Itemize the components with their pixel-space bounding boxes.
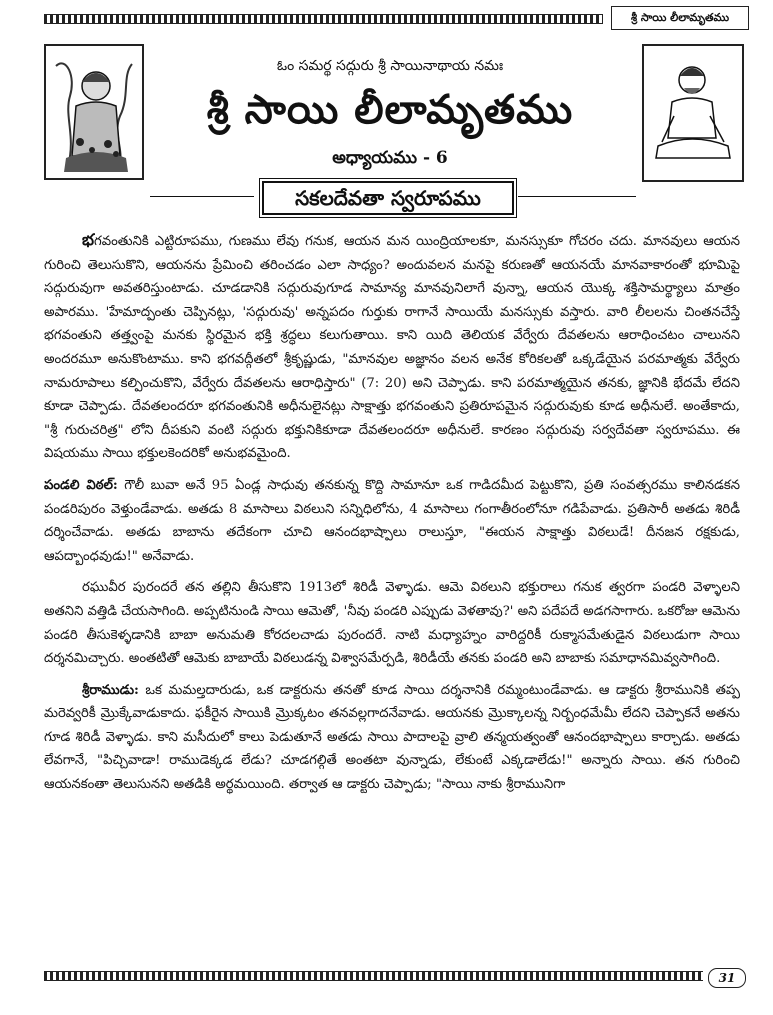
running-header: శ్రీ సాయి లీలామృతము — [611, 6, 749, 30]
chapter-title-banner: సకలదేవతా స్వరూపము — [262, 181, 514, 215]
section-label-pandali-vithal: పండలి విఠల్: — [44, 477, 118, 493]
paragraph-1 — [44, 228, 740, 466]
paragraph-4 — [44, 679, 740, 797]
page-number: 31 — [708, 968, 746, 988]
paragraph-dropcap: భ — [82, 230, 95, 249]
paragraph-2 — [44, 474, 740, 568]
author-portrait — [642, 44, 744, 182]
seated-author-illustration-icon — [644, 46, 742, 180]
top-decorative-border — [44, 14, 603, 24]
paragraph-text: ఒక మమల్తదారుడు, ఒక డాక్టరును తనతో కూడ సాయి దర్శనానికి రమ్మంటుండేవాడు. ఆ డాక్టరు శ్రీరామునికి తప్ప మరెవ్వరికీ మ్రొక్కేవాడుకాదు. ఫకీరైన సాయికి మ్రొక్కటం తనవల్లగాదనేవాడు. ఆయనకు మ్రొక్కాలన్న నిర్బంధమేమీ లేదని చెప్పాకనే అతను గూడ శిరిడీ వెళ్ళాడు. కాని మసీదులో కాలు పెడుతూనే అతడు సాయి పాదాలపై వ్రాలి తన్మయత్వంతో ఆనందభాష్పాలు కార్చాడు. అతడు లేవగానే, "పిచ్చివాడా! రాముడెక్కడ లేడు? చూడగల్గితే అంతటా వున్నాడు, లేకుంటే ఎక్కడాలేడు!" అన్నారు సాయి. తన గురించి ఆయనకంతా తెలుసునని అతడికి అర్థమయింది. తర్వాత ఆ డాక్టరు చెప్పాడు; "సాయి నాకు శ్రీరామునిగా — [44, 682, 740, 793]
paragraph-text: గవంతునికి ఎట్టిరూపము, గుణము లేవు గనుక, ఆయన మన యింద్రియాలకూ, మనస్సుకూ గోచరం చదు. మానవులు ఆయన గురించి తెలుసుకొని, ఆయనను ప్రేమించి తరించడం ఎలా సాధ్యం? అందువలన మనపై కరుణతో ఆయనయే మానవాకారంతో భూమిపై సద్గురువుగా అవతరిస్తుంటాడు. చూడడానికి సద్గురువుగూడ సామాన్య మానవునిలాగే వున్నా, ఆయన యొక్క శక్తిసామర్థ్యాలు మాత్రం అపారము. 'హేమాద్పంతు చెప్పినట్లు, 'సద్గురువు' అన్నపదం గుర్తుకు రాగానే సాయియే మనస్సుకు వస్తారు. వారి లీలలను చింతనచేస్తే భగవంతుని తత్త్వంపై మనకు స్థిరమైన భక్తి శ్రద్ధలు కలుగుతాయి. కాని యిది తెలియక వేర్వేరు దేవతలను ఆరాధించటం చాలునని అందరమూ అనుకొంటాము. కాని భగవద్గీతలో శ్రీకృష్ణుడు, "మానవుల అజ్ఞానం వలన అనేక కోరికలతో ఒక్కడేయైన పరమాత్మకు వేర్వేరు నామరూపాలు కల్పించుకొని, వేర్వేరు దేవతలను ఆరాధిస్తారు" (7: 20) అని చెప్పాడు. కాని పరమాత్మయైన తనకు, జ్ఞానికి భేదమే లేదని కూడా చెప్పాడు. దేవతలందరూ భగవంతునికి అధీనులైనట్లు సాక్షాత్తు భగవంతుని ప్రతిరూపమైన సద్గురువుకు కూడ అధీనులే. అంతేకాదు, "శ్రీ గురుచరిత్ర" లోని దీపకుని వంటి సద్గురు భక్తునికికూడా దేవతలందరూ అధీనులే. కారణం సద్గురువు సర్వదేవతా స్వరూపము. ఈ విషయము సాయి భక్తులకెందరికో అనుభవమైంది. — [44, 234, 740, 462]
sai-baba-portrait — [44, 44, 144, 180]
invocation-line: ఓం సమర్థ సద్గురు శ్రీ సాయినాథాయ నమః — [276, 58, 504, 74]
chapter-number: అధ్యాయము - 6 — [332, 148, 448, 168]
book-title: శ్రీ సాయి లీలామృతము — [206, 86, 574, 133]
paragraph-text: రఘువీర పురందరే తన తల్లిని తీసుకొని 1913లో శిరిడీ వెళ్ళాడు. ఆమె విఠలుని భక్తురాలు గనుక త్వరగా పండరి వెళ్ళాలని అతనిని వత్తిడి చేయసాగింది. అప్పటినుండి సాయి ఆమెతో, 'నీవు పండరి ఎప్పుడు వెళతావు?' అని పదేపదే అడగసాగారు. ఒకరోజు ఆమెను పండరి తీసుకెళ్ళడానికి బాబా అనుమతి కోరదలచాడు పురందరే. నాటి మధ్యాహ్నం వారిద్దరికీ రుక్మాసమేతుడైన విఠలుడుగా సాయి దర్శనమిచ్చారు. అంతటితో ఆమెకు బాబాయే విఠలుడన్న విశ్వాసమేర్పడి, శిరిడీయే తనకు పండరి అని బాబాకు సమాధానమివ్వసాగింది. — [44, 580, 741, 667]
paragraph-3 — [44, 576, 740, 670]
banner-rule-left — [150, 196, 254, 197]
bottom-decorative-border — [44, 971, 703, 981]
paragraph-text: గౌలీ బువా అనే 95 ఏండ్ల సాధువు తనకున్న కొద్ది సామానూ ఒక గాడిదమీద పెట్టుకొని, ప్రతి సంవత్సరము కాలినడకన పండరిపురం వెళ్తుండేవాడు. అతడు 8 మాసాలు విఠలుని సన్నిధిలోను, 4 మాసాలు గంగాతీరంలోనూ గడిపేవాడు. ప్రతిసారీ అతడు శిరిడీ దర్శించేవాడు. అతడు బాబాను తదేకంగా చూచి ఆనందభాష్పాలు రాలుస్తూ, "ఈయన సాక్షాత్తు విఠలుడే! దీనజన రక్షకుడు, ఆపద్బాంధవుడు!" అనేవాడు. — [44, 477, 740, 564]
section-label-sriramudu: శ్రీరాముడు: — [82, 682, 139, 698]
chapter-body — [44, 228, 740, 797]
sai-baba-illustration-icon — [46, 46, 142, 178]
banner-rule-right — [518, 196, 636, 197]
